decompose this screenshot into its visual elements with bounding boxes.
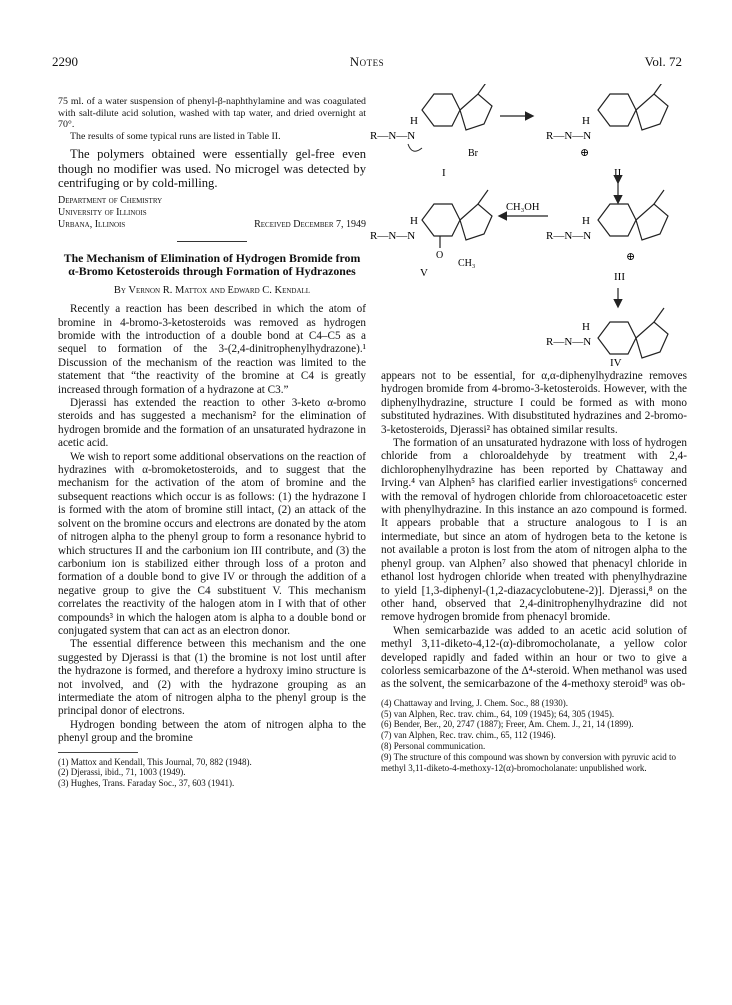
- paragraph-1: Recently a reaction has been described in which the atom of bromine in 4-bromo-3-ketosteroids was removed as hydrogen bromide with the introduction of a double bond at C4–C5 as a sequel to formation of the 3-(2,4-dinitrophenylhydrazone).¹ Discussion of the mechanism of the reaction was limited to the statement that “the reactivity of the bromine at C4 is greatly increased through formation of a hydrazone at C3.”: [58, 303, 366, 396]
- article-title: The Mechanism of Elimination of Hydrogen Bromide from α-Bromo Ketosteroids through Formation of Hydrazones: [63, 250, 361, 279]
- volume-number: Vol. 72: [644, 54, 682, 69]
- svg-text:R—N—N: R—N—N: [546, 230, 592, 242]
- structure-II: [546, 84, 668, 179]
- structure-III: [546, 190, 668, 283]
- footnote-5: (5) van Alphen, Rec. trav. chim., 64, 109 (1945); 64, 305 (1945).: [381, 708, 615, 719]
- structure-V: [370, 190, 492, 279]
- footnote-divider: [58, 752, 138, 753]
- right-paragraph-2: The formation of an unsaturated hydrazone with loss of hydrogen chloride from a chloroaldehyde by treatment with 2,4-dichlorophenylhydrazine has been reported by Chattaway and Irving.⁴ van Alphen⁵ has clarified earlier investigations⁶ concerned with the removal of hydrogen chloride from chloroacetoacetic ester with phenylhydrazine. In this instance an azo compound is formed. It appears probable that a structure analogous to I is an intermediate, but since an atom of hydrogen beta to the ketone is not available a proton is lost from the atom of nitrogen alpha to the phenyl group. van Alphen⁷ also showed that phenacyl chloride in ethanol lost hydrogen chloride when treated with phenylhydrazine to yield [1,3-diphenyl-(1,2-diazacyclobutene-2)]. Djerassi,⁸ on the other hand, observed that 2,4-dinitrophenylhydrazine did not remove hydrogen bromide from phenacyl bromide.: [381, 437, 687, 624]
- right-paragraph-3: When semicarbazide was added to an acetic acid solution of methyl 3,11-diketo-4,12-(α)-dibromocholanate, a yellow color developed rapidly and faded within an hour or two to give a colorless semicarbazone of the Δ⁴-steroid. When methanol was used as the solvent, the semicarbazone of the 4-methoxy steroid⁹ was ob-: [381, 624, 687, 691]
- running-header: [52, 54, 682, 72]
- svg-text:R—N—N: R—N—N: [546, 336, 592, 348]
- label-V: V: [420, 267, 428, 279]
- authors: By Vernon R. Mattox and Edward C. Kendall: [113, 284, 311, 296]
- label-IV: IV: [610, 357, 622, 369]
- paragraph-3: We wish to report some additional observations on the reaction of hydrazines with α-bromoketosteroids, and to suggest that the mechanism for the activation of the atom of bromine and the subsequent reactions which occur is as follows: (1) the hydrazone I is formed with the atom of bromine still intact, (2) an attack of the solvent on the bromine occurs and electrons are donated by the atom of nitrogen alpha to the phenyl group to form a resonance hybrid to which structures II and the carbonium ion III contribute, and (3) the carbonium ion is stabilized either through loss of a proton and formation of a double bond to give IV or through the addition of a negative group to give the C4 substituent V. This mechanism correlates the reactivity of the halogen atom in I with that of other compounds³ in which the halogen atom is alpha to a double bond or conjugated system that can act as an electron donor.: [58, 450, 366, 637]
- university: University of Illinois: [58, 206, 147, 218]
- plus-charge-icon: ⊕: [580, 147, 590, 159]
- electron-arrow-icon: [408, 144, 422, 151]
- footnote-9: (9) The structure of this compound was shown by conversion with pyruvic acid to methyl 3,11-diketo-4-methoxy-12(α)-bromocholanate: unpublished work.: [381, 751, 677, 773]
- label-I: I: [442, 167, 446, 179]
- svg-text:H: H: [582, 321, 590, 333]
- svg-text:H: H: [582, 215, 590, 227]
- footnote-4: (4) Chattaway and Irving, J. Chem. Soc., 88 (1930).: [381, 697, 568, 708]
- oxygen-label: O: [436, 250, 444, 261]
- intro-text-2: The results of some typical runs are listed in Table II.: [70, 130, 281, 142]
- methanol-label: CH₃OH: [506, 202, 540, 213]
- reaction-scheme: [370, 84, 690, 369]
- section-title: Notes: [349, 54, 385, 69]
- label-III: III: [614, 271, 625, 283]
- right-column: [381, 370, 687, 773]
- paragraph-2: Djerassi has extended the reaction to other 3-keto α-bromo steroids and has suggested a mechanism² for the elimination of hydrogen bromide and the formation of an unsaturated hydrazone in acetic acid.: [58, 397, 366, 450]
- svg-text:R—N—N: R—N—N: [370, 230, 416, 242]
- left-column: [58, 96, 366, 789]
- intro-text-1: 75 ml. of a water suspension of phenyl-β-naphthylamine and was coagulated with salt-dilute acid solution, washed with tap water, and dried overnight at 70°.: [58, 96, 366, 131]
- footnote-1: (1) Mattox and Kendall, This Journal, 70, 882 (1948).: [58, 756, 252, 767]
- svg-text:⊕: ⊕: [626, 251, 636, 263]
- rnn-label: R—N—N: [370, 130, 416, 142]
- page-number: 2290: [52, 54, 78, 69]
- structure-IV: [546, 308, 668, 369]
- right-paragraph-1: appears not to be essential, for α,α-diphenylhydrazine removes hydrogen bromide from 4-bromo-3-ketosteroids. However, with the diphenylhydrazine, structure I could be formed as with mono substituted hydrazines. With disubstituted hydrazines and 2-bromo-3-ketosteroids, Djerassi² has obtained similar results.: [381, 370, 687, 436]
- footnote-7: (7) van Alphen, Rec. trav. chim., 65, 112 (1946).: [381, 730, 556, 741]
- paragraph-5: Hydrogen bonding between the atom of nitrogen alpha to the phenyl group and the bromine: [58, 718, 366, 745]
- received-date: Received December 7, 1949: [254, 218, 366, 230]
- bromine-label: Br: [468, 148, 478, 159]
- footnote-6: (6) Bender, Ber., 20, 2747 (1887); Freer, Am. Chem. J., 21, 14 (1899).: [381, 719, 634, 730]
- paragraph-4: The essential difference between this mechanism and the one suggested by Djerassi is that (1) the bromine is not lost until after the hydrazone is formed, and therefore a hydroxy imino structure is not involved, and (2) with the hydrazone grouping as an intermediate the atom of nitrogen alpha to the phenyl group is the principal donor of electrons.: [58, 638, 366, 718]
- svg-text:H: H: [582, 115, 590, 127]
- polymer-paragraph: The polymers obtained were essentially gel-free even though no modifier was used. No microgel was detected by centrifuging or by cold-milling.: [58, 147, 366, 191]
- footnote-3: (3) Hughes, Trans. Faraday Soc., 37, 603 (1941).: [58, 778, 235, 789]
- department: Department of Chemistry: [58, 194, 163, 206]
- methyl-label: CH₃: [458, 258, 476, 269]
- footnote-8: (8) Personal communication.: [381, 740, 486, 751]
- svg-text:R—N—N: R—N—N: [546, 130, 592, 142]
- hydrogen-label: H: [410, 115, 418, 127]
- structure-I: [370, 84, 492, 179]
- divider: [177, 241, 247, 242]
- address-block: [58, 195, 366, 231]
- svg-text:H: H: [410, 215, 418, 227]
- city: Urbana, Illinois: [58, 218, 126, 230]
- footnote-2: (2) Djerassi, ibid., 71, 1003 (1949).: [58, 767, 186, 778]
- label-II: II: [614, 167, 622, 179]
